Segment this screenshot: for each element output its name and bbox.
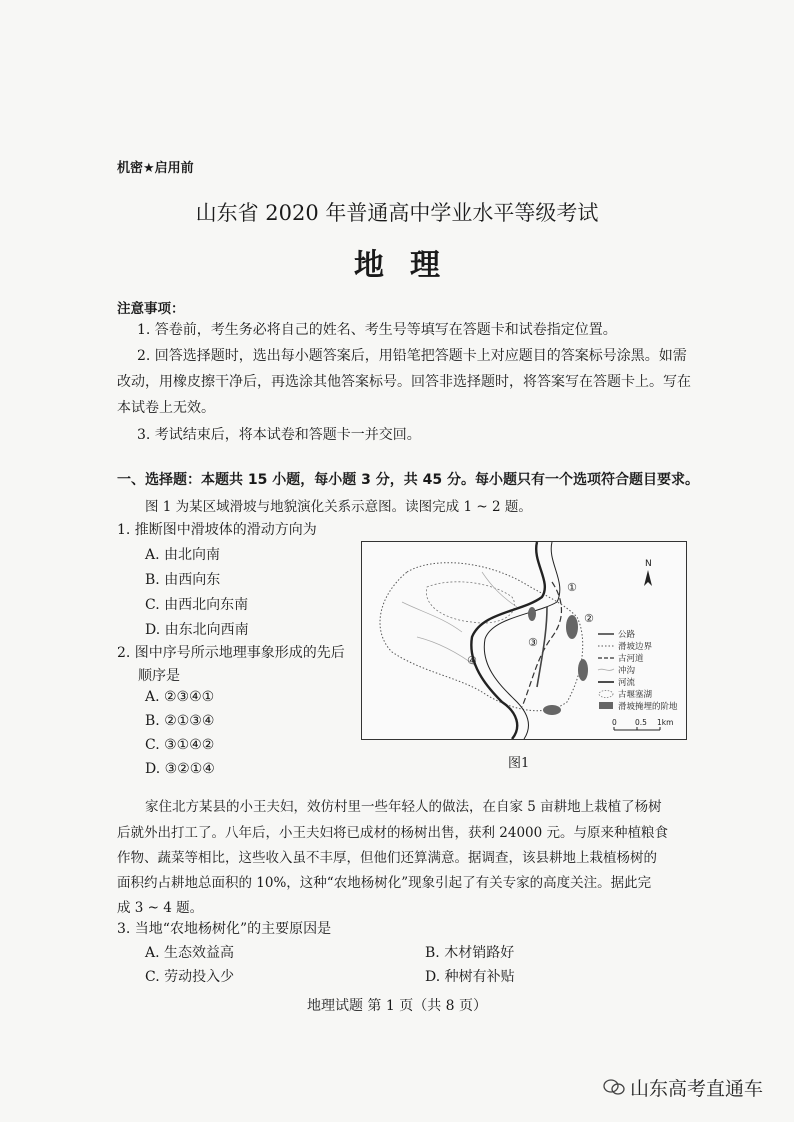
q3-option-d: D. 种树有补贴 — [425, 969, 515, 985]
road — [537, 607, 547, 687]
subject-title: 地理 — [354, 248, 466, 283]
section-heading: 一、选择题：本题共 15 小题，每小题 3 分，共 45 分。每小题只有一个选项符合题目要求。 — [117, 472, 699, 488]
q1-option-a: A. 由北向南 — [145, 547, 221, 563]
marker-1: ① — [567, 581, 577, 594]
legend-lake: 古堰塞湖 — [618, 690, 653, 700]
passage-line-1: 家住北方某县的小王夫妇，效仿村里一些年轻人的做法，在自家 5 亩耕地上栽植了杨树 — [145, 799, 662, 815]
q3-option-c: C. 劳动投入少 — [145, 969, 235, 985]
q2-stem-a: 2. 图中序号所示地理事象形成的先后 — [117, 645, 345, 661]
scale-0: 0 — [612, 718, 617, 727]
legend-boundary: 滑坡边界 — [618, 642, 653, 652]
q2-option-d: D. ③②①④ — [145, 761, 215, 777]
notice-line-2a: 2. 回答选择题时，选出每小题答案后，用铅笔把答题卡上对应题目的答案标号涂黑。如需 — [137, 348, 687, 364]
wechat-icon — [603, 1078, 625, 1096]
q2-stem-b: 顺序是 — [138, 668, 180, 684]
landslide-map-graphic — [362, 542, 686, 739]
north-label: N — [645, 559, 652, 569]
q3-stem: 3. 当地“农地杨树化”的主要原因是 — [117, 921, 332, 937]
q1-option-b: B. 由西向东 — [145, 572, 221, 588]
legend-old-channel: 古河道 — [618, 654, 644, 664]
notice-line-2c: 本试卷上无效。 — [117, 400, 215, 416]
passage-line-4: 面积约占耕地总面积的 10%，这种“农地杨树化”现象引起了有关专家的高度关注。据此完 — [117, 875, 652, 891]
watermark-text: 山东高考直通车 — [630, 1078, 764, 1100]
dammed-lake — [426, 582, 514, 623]
exam-title: 山东省 2020 年普通高中学业水平等级考试 — [195, 201, 599, 225]
q3-option-a: A. 生态效益高 — [145, 945, 235, 961]
q1-option-d: D. 由东北向西南 — [145, 622, 249, 638]
page-footer: 地理试题 第 1 页（共 8 页） — [306, 998, 488, 1014]
notice-line-2b: 改动，用橡皮擦干净后，再选涂其他答案标号。回答非选择题时，将答案写在答题卡上。写在 — [117, 374, 691, 390]
passage-line-2: 后就外出打工了。八年后，小王夫妇将已成材的杨树出售，获利 24000 元。与原来种植粮食 — [117, 825, 669, 841]
legend-lake-symbol — [599, 691, 613, 698]
legend-terrace: 滑坡掩埋的阶地 — [618, 702, 678, 712]
q2-option-b: B. ②①③④ — [145, 713, 215, 729]
q2-option-a: A. ②③④① — [145, 689, 215, 705]
legend-gully-symbol — [598, 669, 614, 670]
q2-option-c: C. ③①④② — [145, 737, 215, 753]
gullies — [402, 572, 517, 667]
passage-line-3: 作物、蔬菜等相比，这些收入虽不丰厚，但他们还算满意。据调查，该县耕地上栽植杨树的 — [117, 850, 657, 866]
legend-river: 河流 — [618, 678, 636, 688]
notice-line-3: 3. 考试结束后，将本试卷和答题卡一并交回。 — [137, 427, 421, 443]
legend-road: 公路 — [618, 630, 636, 640]
section-intro: 图 1 为某区域滑坡与地貌演化关系示意图。读图完成 1 ~ 2 题。 — [145, 499, 532, 515]
passage-line-5: 成 3 ~ 4 题。 — [117, 900, 204, 916]
legend-gully: 冲沟 — [618, 666, 636, 676]
marker-2: ② — [584, 612, 594, 625]
terrace-2 — [578, 659, 588, 681]
confidential-label: 机密★启用前 — [117, 161, 194, 176]
q1-stem: 1. 推断图中滑坡体的滑动方向为 — [117, 522, 317, 538]
q3-option-b: B. 木材销路好 — [425, 945, 515, 961]
terrace-4 — [528, 607, 536, 621]
legend-terrace-symbol — [599, 702, 613, 709]
figure-1-map — [361, 541, 687, 740]
north-arrow-icon — [644, 570, 652, 586]
q1-option-c: C. 由西北向东南 — [145, 597, 249, 613]
notice-line-1: 1. 答卷前，考生务必将自己的姓名、考生号等填写在答题卡和试卷指定位置。 — [137, 322, 617, 338]
marker-4: ④ — [467, 654, 477, 667]
scale-05: 0.5 — [635, 718, 647, 727]
figure-1-caption: 图1 — [508, 756, 530, 771]
scale-1km: 1km — [657, 718, 674, 727]
terrace-3 — [543, 705, 561, 715]
terrace-1 — [566, 615, 578, 639]
marker-3: ③ — [528, 636, 538, 649]
notice-heading: 注意事项： — [117, 301, 185, 317]
